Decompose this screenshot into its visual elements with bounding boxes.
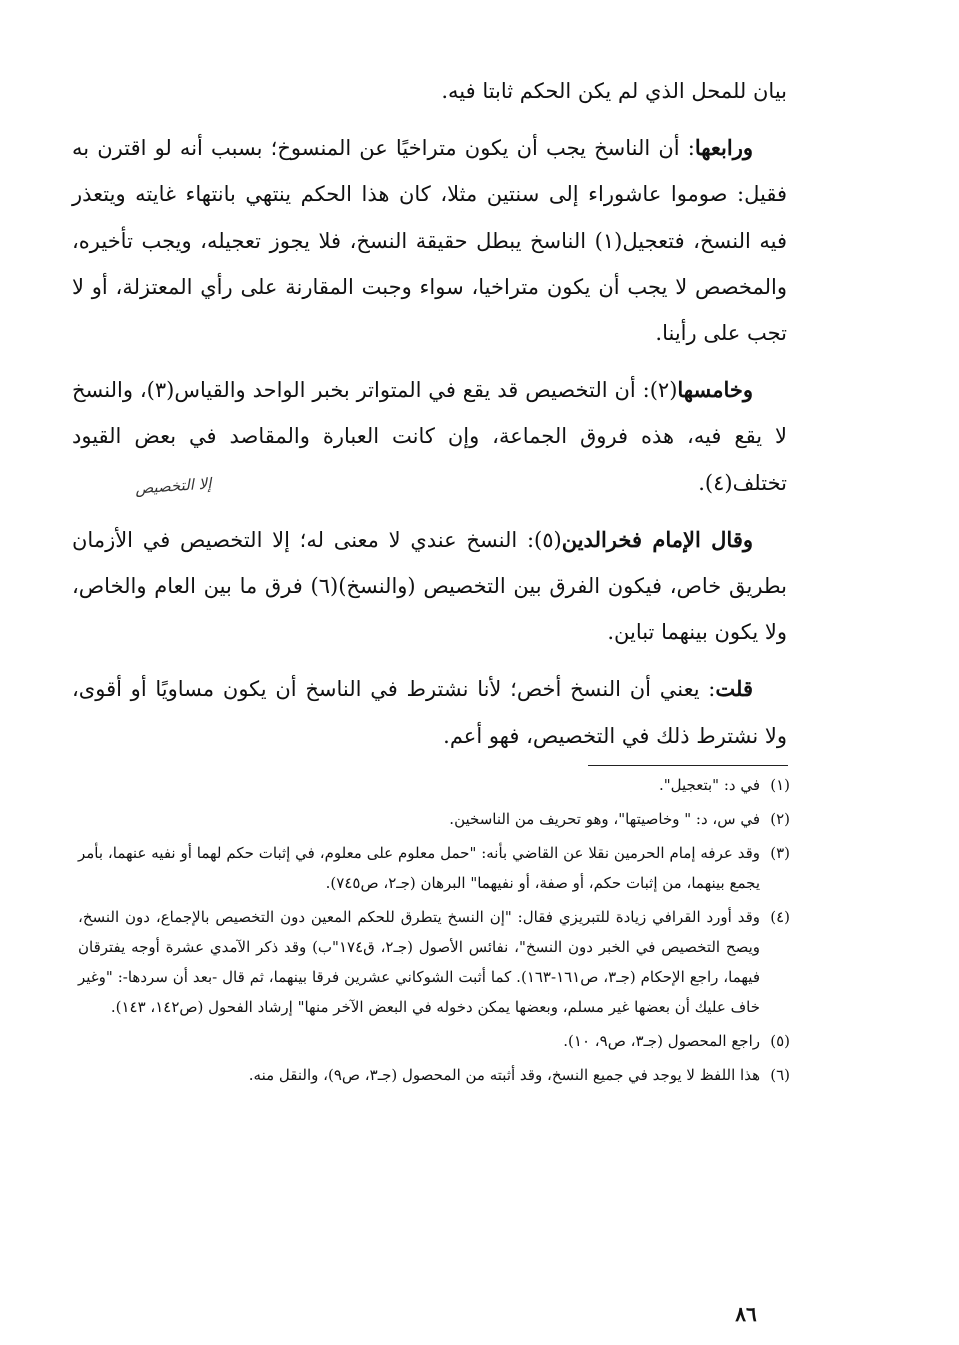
footnote-divider [588,765,788,766]
paragraph-lead: قلت [715,676,753,702]
footnote-text: في س، د: " وخاصيتها"، وهو تحريف من الناسخين. [449,810,760,828]
footnote-6 [78,1060,790,1090]
footnote-number: (٥) [770,1032,790,1050]
footnote-text: راجع المحصول (جـ٣، ص٩، ١٠). [563,1032,760,1050]
paragraph-1 [72,68,787,114]
footnotes [78,770,790,1094]
footnote-number: (٦) [770,1066,790,1084]
handwritten-margin-note: إلا التخصيص [134,474,212,498]
footnote-5 [78,1026,790,1056]
paragraph-text: : يعني أن النسخ أخص؛ لأنا نشترط في الناسخ أن يكون مساويًا أو أقوى، ولا نشترط ذلك في التخصيص، فهو أعم. [72,677,787,748]
paragraph-4 [72,517,787,656]
footnote-4 [78,902,790,1022]
paragraph-text: (٥): النسخ عندي لا معنى له؛ إلا التخصيص في الأزمان بطريق خاص، فيكون الفرق بين التخصيص (والنسخ)(٦) فرق ما بين العام والخاص، ولا يكون بينهما تباين. [72,527,787,645]
page-number: ٨٦ [735,1302,757,1326]
footnote-number: (٣) [770,844,790,862]
paragraph-text: بيان للمحل الذي لم يكن الحكم ثابتا فيه. [441,79,787,103]
footnote-2 [78,804,790,834]
footnote-number: (٤) [770,908,790,926]
footnote-text: هذا اللفظ لا يوجد في جميع النسخ، وقد أثبته من المحصول (جـ٣، ص٩)، والنقل منه. [248,1066,760,1084]
footnote-text: وقد أورد القرافي زيادة للتبريزي فقال: "إن النسخ يتطرق للحكم المعين دون التخصيص بالإجماع، دون النسخ، ويصح التخصيص في الخبر دون النسخ"، نفائس الأصول (جـ٢، ق١٧٤"ب) وقد ذكر الآمدي عشرة أوجه يفترقان فيهما، راجع الإحكام (جـ٣، ص١٦١-١٦٣). كما أثبت الشوكاني عشرين فرقا بينهما، ثم قال -بعد أن سردها-: "وغير خاف عليك أن بعضها غير مسلم، وبعضها يمكن دخوله في البعض الآخر منها" إرشاد الفحول (ص١٤٢، ١٤٣). [78,908,760,1016]
main-text [72,68,787,770]
footnote-text: وقد عرفه إمام الحرمين نقلا عن القاضي بأنه: "حمل معلوم على معلوم، في إثبات حكم لهما أو نفيه عنهما، بأمر يجمع بينهما، من إثبات حكم، أو صفة، أو نفيهما" البرهان (جـ٢، ص٧٤٥). [78,844,760,892]
footnote-3 [78,838,790,898]
paragraph-lead: وقال الإمام فخرالدين [561,526,753,552]
paragraph-5 [72,666,787,758]
paragraph-2 [72,125,787,356]
footnote-text: في د: "بتعجيل". [658,776,760,794]
paragraph-lead: وخامسها [677,377,753,403]
paragraph-text: (٢): أن التخصيص قد يقع في المتواتر بخبر الواحد والقياس(٣)، والنسخ لا يقع فيه، هذه فروق الجماعة، وإن كانت العبارة والمقاصد في بعض القيود تختلف(٤). [72,378,787,495]
paragraph-text: : أن الناسخ يجب أن يكون متراخيًا عن المنسوخ؛ بسبب أنه لو اقترن به فقيل: صوموا عاشوراء إلى سنتين مثلا، كان هذا الحكم ينتهي بانتهاء غايته ويتعذر فيه النسخ، فتعجيل(١) الناسخ يبطل حقيقة النسخ، فلا يجوز تعجيله، ويجب تأخيره، والمخصص لا يجب أن يكون متراخيا، سواء وجبت المقارنة على رأي المعتزلة، أو لا تجب على رأينا. [72,136,787,346]
footnote-number: (٢) [770,810,790,828]
footnote-1 [78,770,790,800]
footnote-number: (١) [770,776,790,794]
paragraph-lead: ورابعها [694,135,753,161]
